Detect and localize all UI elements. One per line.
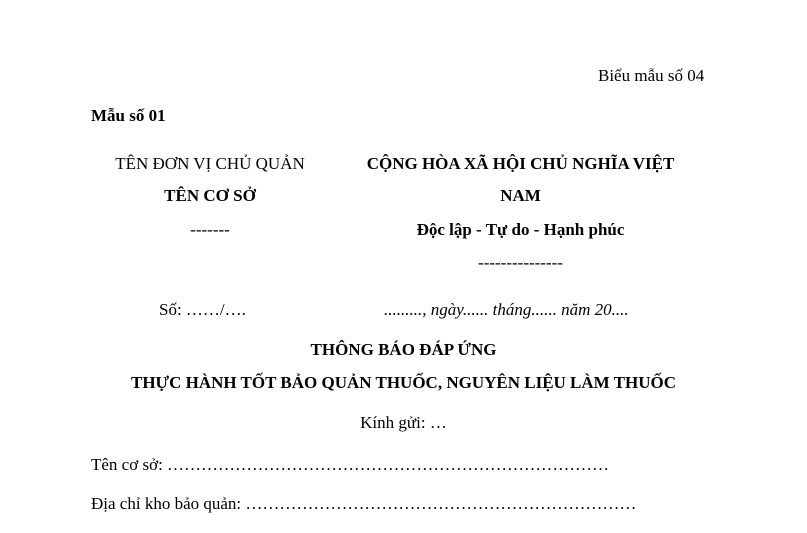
recipient-line: Kính gửi: … xyxy=(360,413,447,432)
parent-agency-name: TÊN ĐƠN VỊ CHỦ QUẢN xyxy=(115,154,305,173)
document-title: THÔNG BÁO ĐÁP ỨNG xyxy=(310,340,497,359)
facility-name-field: Tên cơ sở: …………………………………………………………………… xyxy=(91,455,610,474)
date-line: ........., ngày...... tháng...... năm 20.... xyxy=(384,300,629,319)
form-number: Biểu mẫu số 04 xyxy=(598,66,705,85)
left-header-divider: ------- xyxy=(190,220,230,239)
national-motto: Độc lập - Tự do - Hạnh phúc xyxy=(416,220,625,239)
national-title-continued: NAM xyxy=(500,186,541,205)
national-title: CỘNG HÒA XÃ HỘI CHỦ NGHĨA VIỆT xyxy=(366,154,675,173)
document-subtitle: THỰC HÀNH TỐT BẢO QUẢN THUỐC, NGUYÊN LIỆU LÀM THUỐC xyxy=(130,373,676,392)
storage-address-field: Địa chỉ kho bảo quản: …………………………………………………………… xyxy=(91,494,637,513)
document-number: Số: ……/…. xyxy=(159,300,246,319)
right-header-divider: --------------- xyxy=(478,253,563,272)
facility-name-header: TÊN CƠ SỞ xyxy=(164,186,256,205)
template-number: Mẫu số 01 xyxy=(91,106,166,125)
